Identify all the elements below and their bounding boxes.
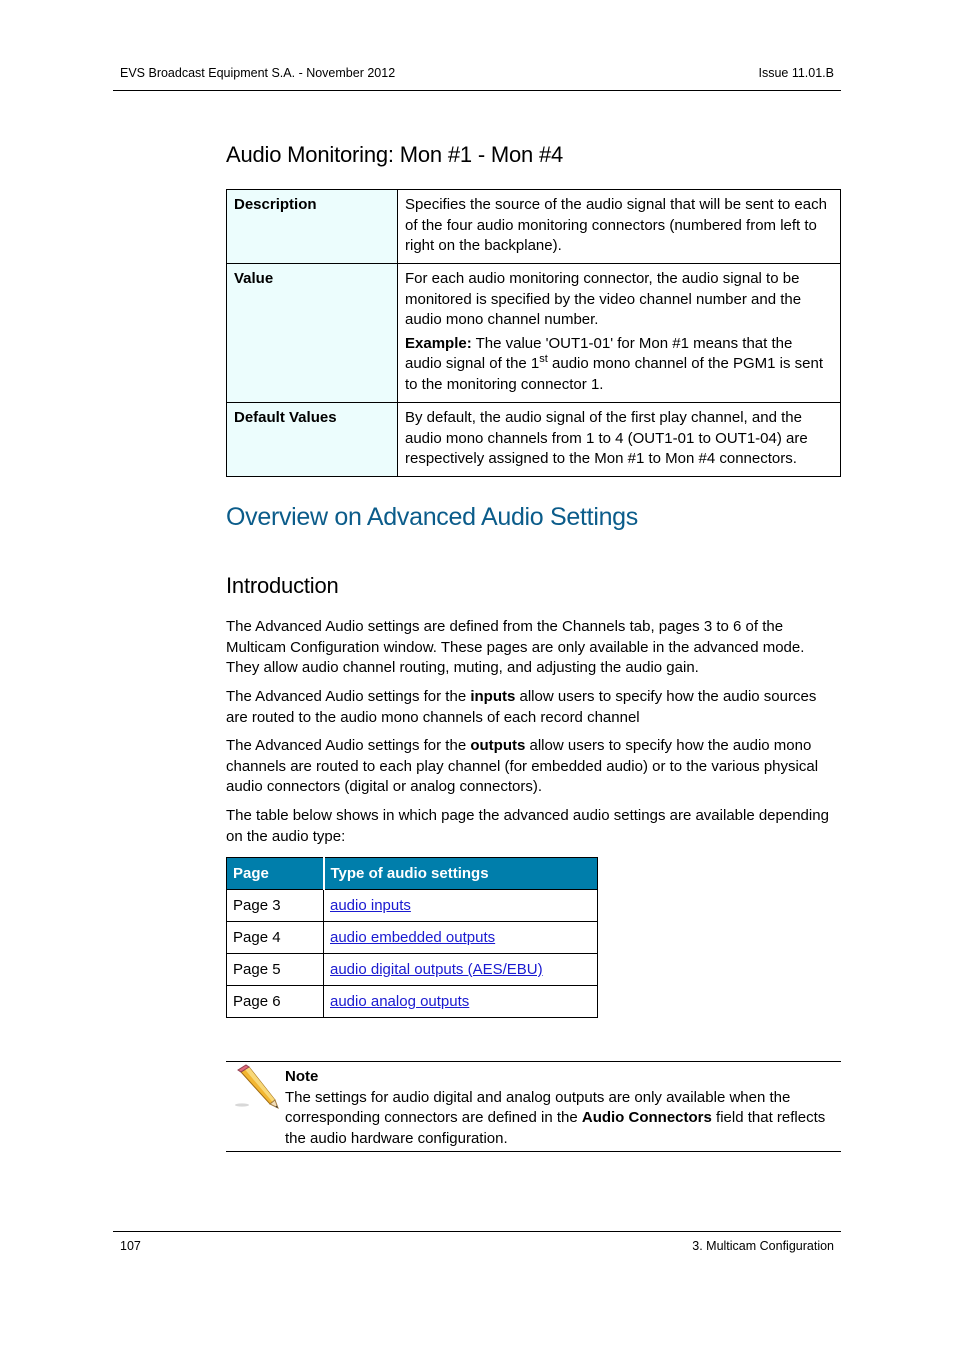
link-audio-inputs[interactable]: audio inputs — [330, 897, 411, 914]
link-audio-digital-outputs[interactable]: audio digital outputs (AES/EBU) — [330, 961, 543, 978]
example-sup: st — [539, 353, 548, 365]
text: The Advanced Audio settings for the — [226, 737, 471, 754]
table-row — [227, 264, 841, 403]
text: field that reflects the audio hardware configuration. — [285, 1109, 826, 1147]
paragraph: The Advanced Audio settings are defined from the Channels tab, pages 3 to 6 of the Multicam Configuration window. These pages are only available in the advanced mode. They allow audio channel routing, muting, and adjusting the audio gain. — [226, 618, 805, 676]
table-row — [227, 403, 841, 477]
subsection-title-introduction: Introduction — [226, 573, 339, 598]
note-text — [285, 1067, 835, 1149]
bold-text: Audio Connectors — [581, 1109, 712, 1126]
bold-text: inputs — [470, 688, 516, 705]
row-text-value — [398, 264, 841, 403]
page-footer — [113, 1231, 841, 1262]
section-title-overview: Overview on Advanced Audio Settings — [226, 503, 638, 531]
example-label: Example: — [405, 334, 472, 352]
table-row — [227, 190, 841, 264]
link-cell — [324, 986, 598, 1018]
footer-chapter: 3. Multicam Configuration — [692, 1239, 834, 1253]
parameter-table — [226, 189, 841, 477]
text: allow users to specify how the audio mono channels are routed to each play channel (for embedded audio) or to the various physical audio connectors (digital or analog connectors). — [226, 737, 819, 795]
link-audio-embedded-outputs[interactable]: audio embedded outputs — [330, 929, 496, 946]
page-cell: Page 6 — [227, 986, 324, 1018]
link-cell — [324, 954, 598, 986]
link-audio-analog-outputs[interactable]: audio analog outputs — [330, 993, 470, 1010]
value-text: For each audio monitoring connector, the audio signal to be monitored is specified by the video channel number and the audio mono channel number. — [405, 270, 802, 328]
row-text: Specifies the source of the audio signal that will be sent to each of the four audio monitoring connectors (numbered from left to right on the backplane). — [398, 190, 841, 264]
table-row — [227, 986, 598, 1018]
page-header — [113, 64, 841, 91]
text: allow users to specify how the audio sources are routed to the audio mono channels of each record channel — [226, 688, 817, 726]
note-body — [285, 1088, 835, 1150]
column-header-page: Page — [227, 858, 324, 890]
column-header-type: Type of audio settings — [324, 858, 598, 890]
text: The settings for audio digital and analog outputs are only available when the corresponding connectors are defined in the — [285, 1088, 791, 1126]
table-row — [227, 954, 598, 986]
page-cell: Page 3 — [227, 890, 324, 922]
example-pre: The value 'OUT1-01' for Mon #1 means that the audio signal of the 1 — [405, 334, 793, 372]
note-title: Note — [285, 1068, 319, 1085]
link-cell — [324, 922, 598, 954]
row-key: Value — [227, 264, 398, 403]
example-post: audio mono channel of the PGM1 is sent to the monitoring connector 1. — [405, 355, 824, 393]
audio-pages-table — [226, 857, 598, 1018]
table-row — [227, 922, 598, 954]
paragraph — [226, 687, 841, 728]
table-header-row — [227, 858, 598, 890]
table-row — [227, 890, 598, 922]
page-number: 107 — [120, 1239, 141, 1253]
paragraph — [226, 736, 841, 798]
bold-text: outputs — [470, 737, 526, 754]
paragraph: The table below shows in which page the advanced audio settings are available depending on the audio type: — [226, 807, 829, 845]
header-left: EVS Broadcast Equipment S.A. - November 2012 — [120, 66, 396, 80]
row-key: Description — [227, 190, 398, 264]
note-box — [226, 1061, 841, 1152]
pencil-icon — [232, 1064, 282, 1110]
text: The Advanced Audio settings for the — [226, 688, 471, 705]
link-cell — [324, 890, 598, 922]
row-text: By default, the audio signal of the first play channel, and the audio mono channels from 1 to 4 (OUT1-01 to OUT1-04) are respectively assigned to the Mon #1 to Mon #4 connectors. — [398, 403, 841, 477]
row-key: Default Values — [227, 403, 398, 477]
section-title-audio-monitoring: Audio Monitoring: Mon #1 - Mon #4 — [226, 142, 564, 167]
page-cell: Page 5 — [227, 954, 324, 986]
page-cell: Page 4 — [227, 922, 324, 954]
header-right: Issue 11.01.B — [758, 66, 834, 80]
value-example — [405, 334, 833, 396]
